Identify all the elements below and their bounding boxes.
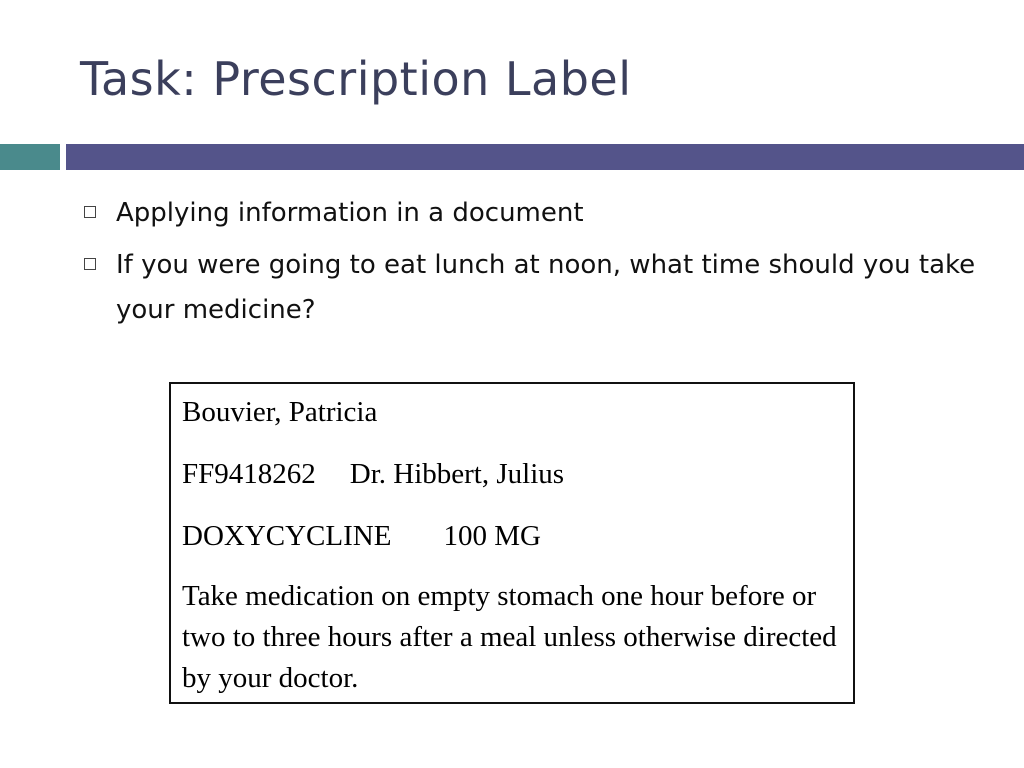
bullet-item [82,243,982,333]
accent-bar-indigo [66,144,1024,170]
dosage-instructions: Take medication on empty stomach one hour before or two to three hours after a meal unless otherwise directed by your doctor. [182,580,837,694]
patient-name: Bouvier, Patricia [182,396,378,428]
doctor-name: Dr. Hibbert, Julius [349,458,565,490]
accent-bar-teal [0,144,60,170]
drug-name: DOXYCYCLINE [182,520,392,552]
bullet-item [82,191,982,236]
drug-dose: 100 MG [443,520,541,552]
prescription-label [169,382,855,704]
square-bullet-icon [84,258,96,270]
bullet-text: Applying information in a document [116,198,584,228]
slide-title: Task: Prescription Label [80,52,632,106]
drug-line [182,518,843,554]
bullet-list [82,191,982,340]
rx-line [182,456,843,492]
square-bullet-icon [84,206,96,218]
rx-number: FF9418262 [182,458,316,490]
bullet-text: If you were going to eat lunch at noon, what time should you take your medicine? [116,250,976,325]
